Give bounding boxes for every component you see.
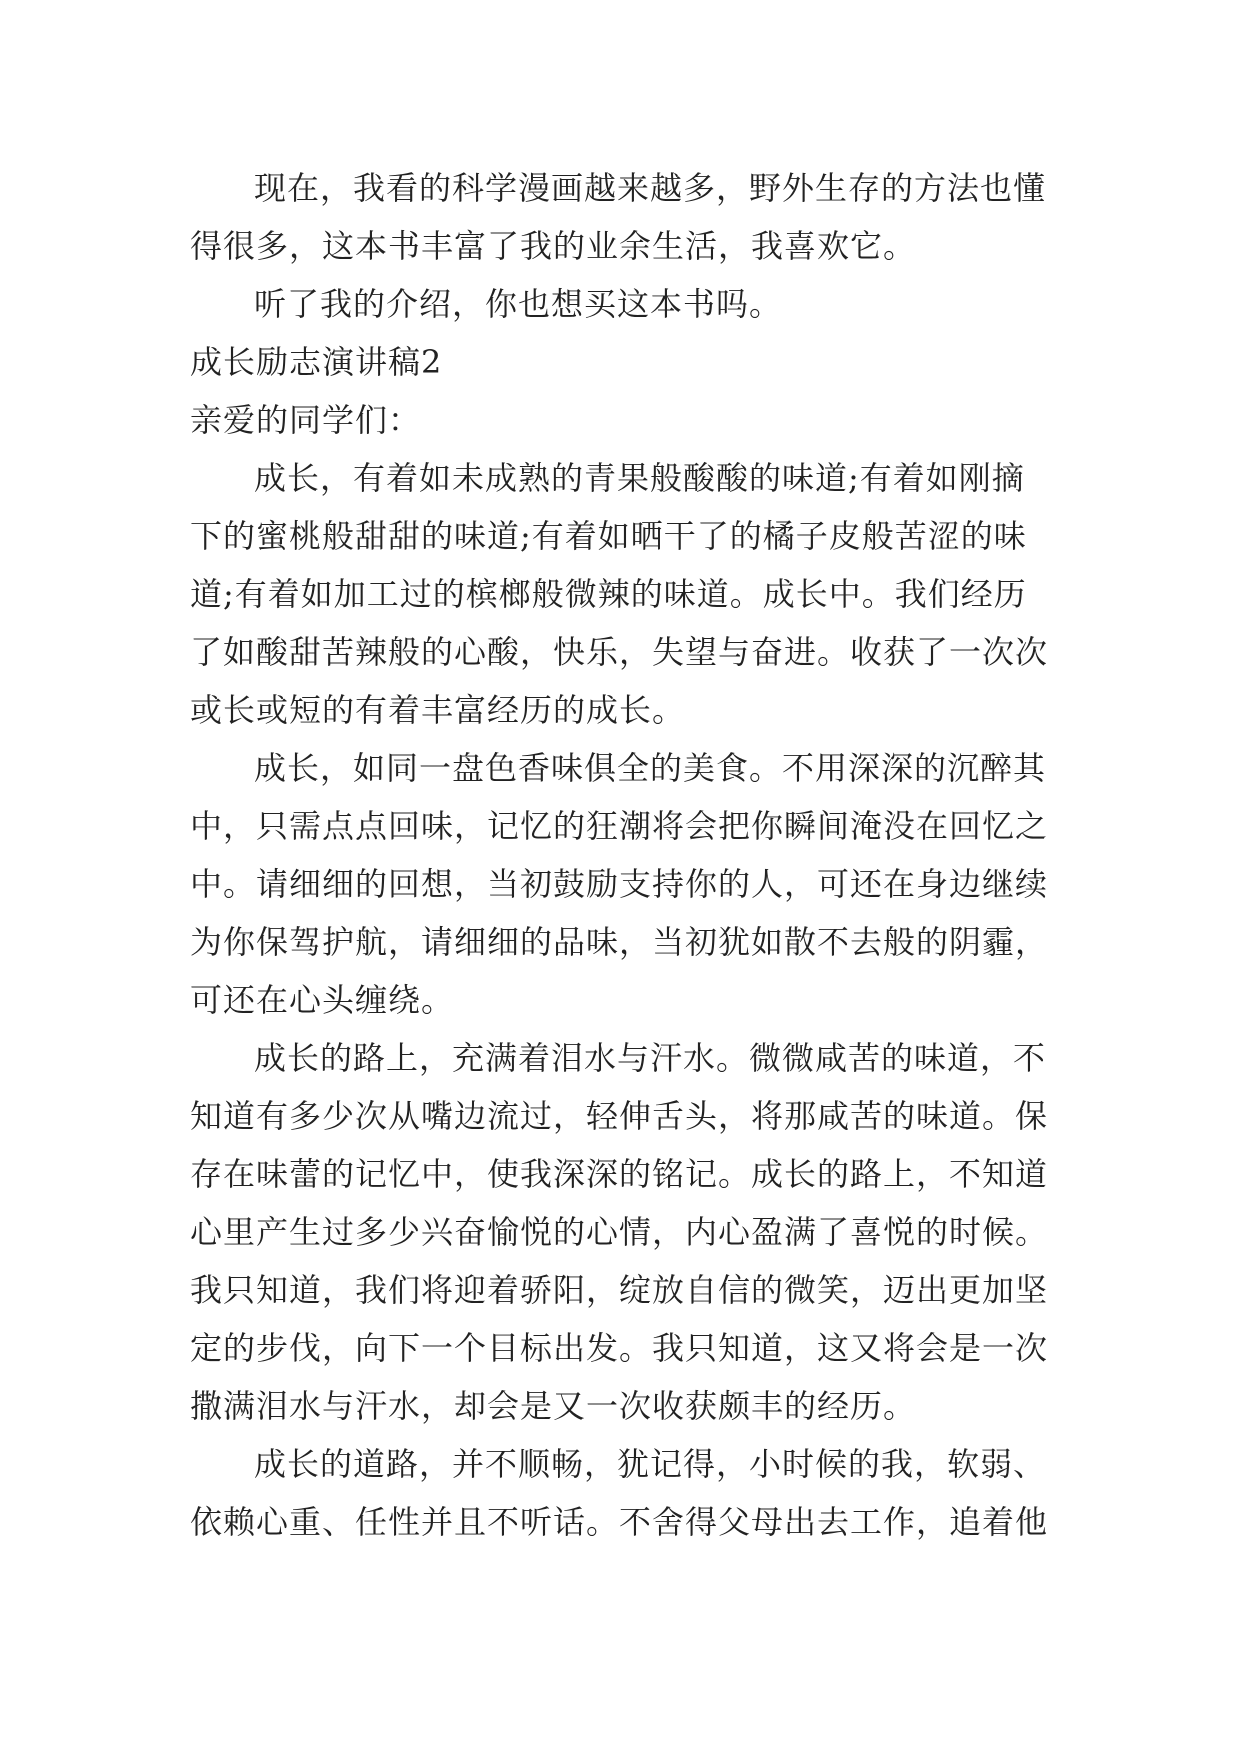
paragraph-line: 了如酸甜苦辣般的心酸，快乐，失望与奋进。收获了一次次 bbox=[190, 633, 1049, 671]
paragraph-line: 撒满泪水与汗水，却会是又一次收获颇丰的经历。 bbox=[190, 1387, 917, 1425]
paragraph-line: 现在，我看的科学漫画越来越多，野外生存的方法也懂 bbox=[254, 169, 1047, 207]
paragraph-line: 依赖心重、任性并且不听话。不舍得父母出去工作，追着他 bbox=[190, 1503, 1049, 1541]
paragraph-line: 知道有多少次从嘴边流过，轻伸舌头，将那咸苦的味道。保 bbox=[190, 1097, 1049, 1135]
paragraph-line: 下的蜜桃般甜甜的味道;有着如晒干了的橘子皮般苦涩的味 bbox=[190, 517, 1027, 555]
salutation: 亲爱的同学们： bbox=[190, 401, 422, 439]
paragraph-line: 我只知道，我们将迎着骄阳，绽放自信的微笑，迈出更加坚 bbox=[190, 1271, 1049, 1309]
paragraph-line: 存在味蕾的记忆中，使我深深的铭记。成长的路上，不知道 bbox=[190, 1155, 1049, 1193]
paragraph-line: 心里产生过多少兴奋愉悦的心情，内心盈满了喜悦的时候。 bbox=[190, 1213, 1049, 1251]
paragraph-line: 道;有着如加工过的槟榔般微辣的味道。成长中。我们经历 bbox=[190, 575, 1027, 613]
paragraph-line: 成长，有着如未成熟的青果般酸酸的味道;有着如刚摘 bbox=[254, 459, 1025, 497]
paragraph-line: 听了我的介绍，你也想买这本书吗。 bbox=[254, 285, 783, 323]
paragraph-line: 成长的路上，充满着泪水与汗水。微微咸苦的味道，不 bbox=[254, 1039, 1047, 1077]
section-heading: 成长励志演讲稿2 bbox=[190, 343, 443, 381]
paragraph-line: 成长的道路，并不顺畅，犹记得，小时候的我，软弱、 bbox=[254, 1445, 1047, 1483]
paragraph-line: 中，只需点点回味，记忆的狂潮将会把你瞬间淹没在回忆之 bbox=[190, 807, 1049, 845]
paragraph-line: 可还在心头缠绕。 bbox=[190, 981, 455, 1019]
paragraph-line: 或长或短的有着丰富经历的成长。 bbox=[190, 691, 686, 729]
paragraph-line: 成长，如同一盘色香味俱全的美食。不用深深的沉醉其 bbox=[254, 749, 1047, 787]
paragraph-line: 为你保驾护航，请细细的品味，当初犹如散不去般的阴霾， bbox=[190, 923, 1049, 961]
paragraph-line: 定的步伐，向下一个目标出发。我只知道，这又将会是一次 bbox=[190, 1329, 1049, 1367]
paragraph-line: 得很多，这本书丰富了我的业余生活，我喜欢它。 bbox=[190, 227, 917, 265]
paragraph-line: 中。请细细的回想，当初鼓励支持你的人，可还在身边继续 bbox=[190, 865, 1049, 903]
